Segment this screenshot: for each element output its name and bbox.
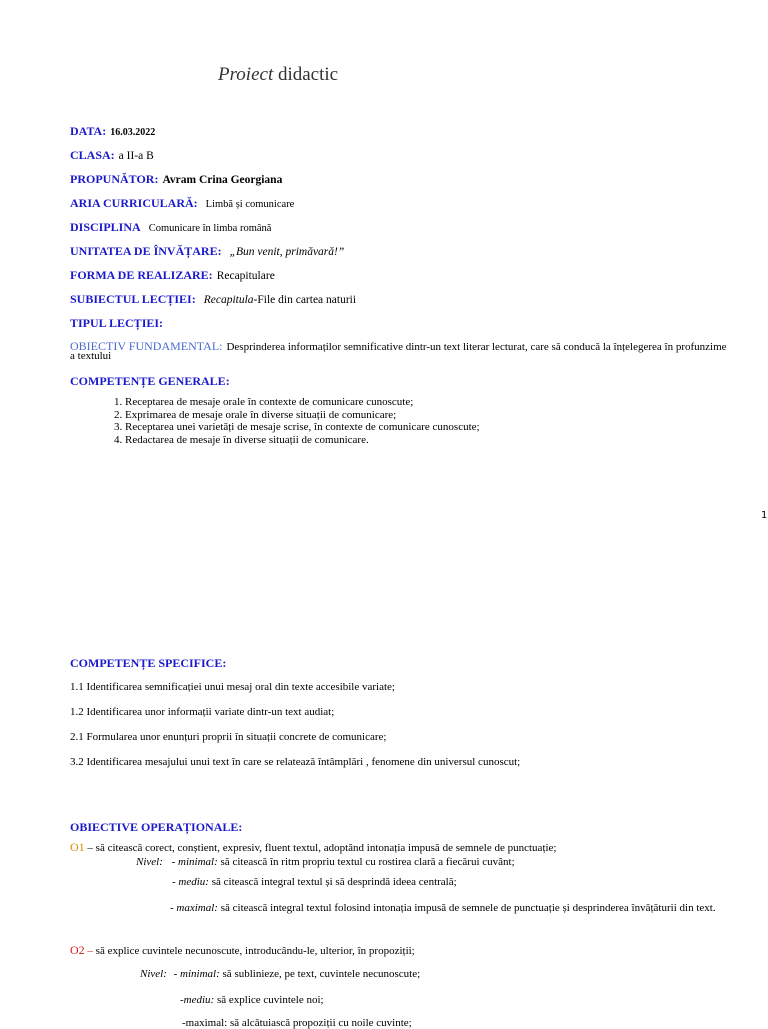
general-competences-list [114, 396, 480, 446]
level-maximal-label: - maximal: [170, 902, 218, 914]
level-label: Nivel: [140, 968, 167, 980]
field-label: ARIA CURRICULARĂ: [70, 196, 198, 210]
field-value: „Bun venit, primăvară!” [229, 246, 345, 258]
field-value: Comunicare în limba română [148, 223, 272, 234]
field-value: 16.03.2022 [110, 127, 156, 138]
level-label: Nivel: [136, 856, 163, 868]
objective-text: – să citească corect, conștient, expresiv, fluent textul, adoptând intonația impusă de semnele de punctuație; [84, 842, 557, 854]
specific-item: 2.1 Formularea unor enunțuri proprii în situații concrete de comunicare; [70, 731, 387, 743]
level-minimal-label: - minimal: [171, 856, 218, 868]
level-mediu-text: să explice cuvintele noi; [214, 994, 324, 1006]
field-value: Limbă și comunicare [205, 199, 295, 210]
o2-level-maximal-partial: -maximal: să alcătuiască propoziții cu noile cuvinte; [182, 1017, 412, 1029]
field-unitatea-de-invatare [70, 242, 344, 260]
general-competences-heading: COMPETENȚE GENERALE: [70, 374, 230, 388]
objective-fundamental [70, 337, 727, 355]
level-mediu-text: să citească integral textul și să desprindă ideea centrală; [208, 876, 457, 888]
field-label: CLASA: [70, 148, 115, 162]
field-value: a II-a B [118, 150, 154, 162]
objective-code: O2 [70, 943, 85, 957]
objective-label: OBIECTIV FUNDAMENTAL: [70, 339, 223, 353]
o1-level-maximal [170, 902, 716, 914]
specific-item: 3.2 Identificarea mesajului unui text în care se relatează întâmplări , fenomene din universul cunoscut; [70, 756, 521, 768]
objective-text: să explice cuvintele necunoscute, introducându-le, ulterior, în propoziții; [95, 945, 415, 957]
field-label: PROPUNĂTOR: [70, 172, 159, 186]
objective-o2 [70, 943, 415, 958]
operational-objectives-heading: OBIECTIVE OPERAȚIONALE: [70, 820, 243, 834]
field-forma-de-realizare [70, 266, 275, 284]
o2-level-mediu [180, 994, 324, 1006]
level-minimal-text: să citească în ritm propriu textul cu rostirea clară a fiecărui cuvânt; [217, 856, 515, 868]
title-italic-part: Proiect [218, 64, 274, 85]
o1-level-mediu [172, 876, 457, 888]
o2-level-minimal [140, 968, 420, 980]
list-item: 4. Redactarea de mesaje în diverse situații de comunicare. [114, 433, 369, 446]
field-tipul-lectiei [70, 314, 163, 332]
page-number: 1 [761, 510, 768, 521]
field-label: DISCIPLINA [70, 220, 141, 234]
level-maximal-text: să citească integral textul folosind intonația impusă de semnele de punctuație și desprinderea învățăturii din text. [217, 902, 716, 914]
objective-o1 [70, 840, 557, 855]
document-title [218, 64, 338, 86]
field-value-italic: Recapitula [203, 294, 254, 306]
field-value: Avram Crina Georgiana [162, 174, 283, 186]
field-clasa [70, 146, 154, 164]
field-label: FORMA DE REALIZARE: [70, 268, 213, 282]
objective-text-line1: Desprinderea informaților semnificative dintr-un text literar lecturat, care să conducă la înțelegerea în profunzime [226, 341, 727, 353]
list-item: 3. Receptarea unei varietăți de mesaje scrise, în contexte de comunicare cunoscute; [114, 421, 480, 433]
level-minimal-label: - minimal: [173, 968, 220, 980]
title-rest: didactic [273, 64, 339, 85]
level-mediu-label: -mediu: [180, 994, 215, 1006]
specific-competences-heading: COMPETENȚE SPECIFICE: [70, 656, 227, 670]
field-propunator [70, 170, 282, 188]
field-label: DATA: [70, 124, 107, 138]
objective-code: O1 [70, 840, 85, 854]
level-mediu-label: - mediu: [172, 876, 209, 888]
level-minimal-text: să sublinieze, pe text, cuvintele necunoscute; [219, 968, 421, 980]
objective-dash: – [84, 945, 96, 957]
field-aria-curriculara [70, 194, 294, 212]
field-data [70, 122, 155, 140]
field-label: UNITATEA DE ÎNVĂȚARE: [70, 244, 222, 258]
list-item: 2. Exprimarea de mesaje orale în diverse situații de comunicare; [114, 408, 397, 421]
specific-item: 1.1 Identificarea semnificației unui mesaj oral din texte accesibile variate; [70, 681, 395, 693]
field-label: TIPUL LECȚIEI: [70, 316, 164, 330]
field-value: Recapitulare [216, 270, 275, 282]
o1-level-minimal [136, 856, 515, 868]
field-disciplina [70, 218, 271, 236]
list-item: 1. Receptarea de mesaje orale în contexte de comunicare cunoscute; [114, 396, 414, 408]
field-subiectul-lectiei [70, 290, 356, 308]
specific-item: 1.2 Identificarea unor informații variate dintr-un text audiat; [70, 706, 335, 718]
objective-text-line2: a textului [70, 350, 112, 362]
field-label: SUBIECTUL LECȚIEI: [70, 292, 196, 306]
field-value-rest: -File din cartea naturii [253, 294, 357, 306]
